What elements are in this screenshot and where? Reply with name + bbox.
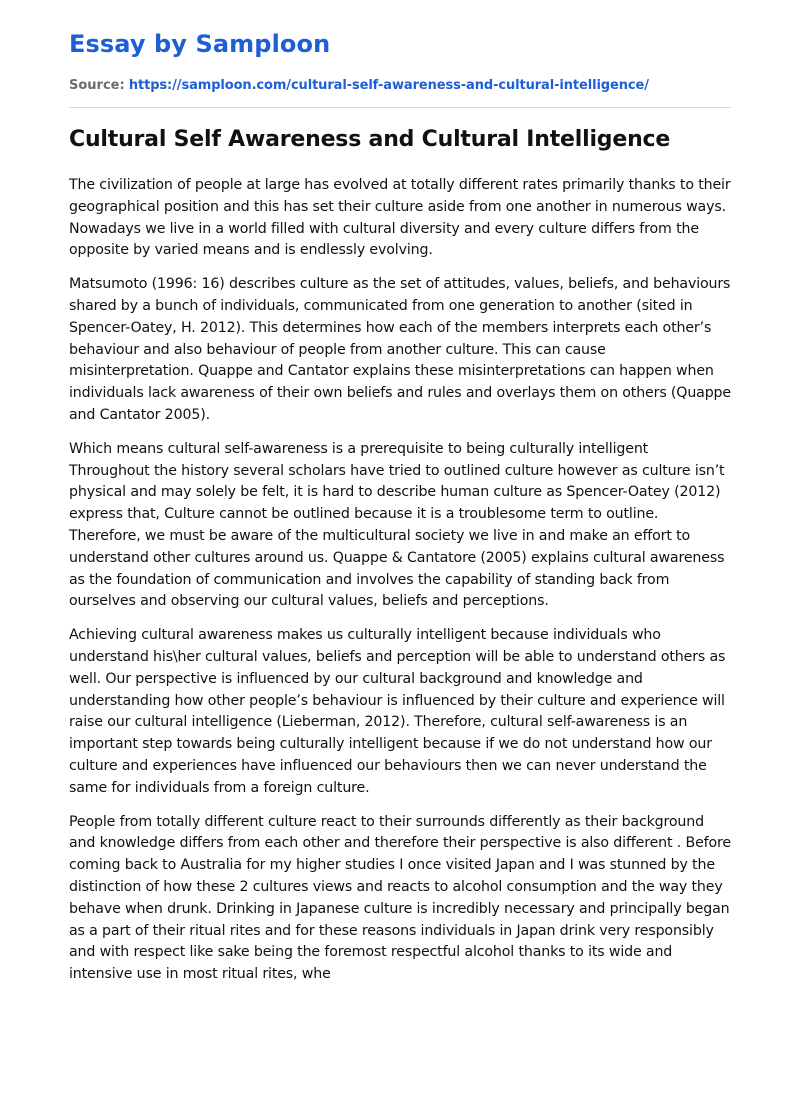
essay-paragraph: Which means cultural self-awareness is a prerequisite to being culturally intelligent Throughout the history several scholars have tried to outlined culture however as culture isn’t physical and may solely be felt, it is hard to describe human culture as Spencer-Oatey (2012) express that, Culture cannot be outlined because it is a troublesome term to outline. Therefore, we must be aware of the multicultural society we live in and make an effort to understand other cultures around us. Quappe & Cantatore (2005) explains cultural awareness as the foundation of communication and involves the capability of standing back from ourselves and observing our cultural values, beliefs and perceptions. — [69, 440, 725, 610]
essay-paragraph: People from totally different culture react to their surrounds differently as their background and knowledge differs from each other and therefore their perspective is also different . Before coming back to Australia for my higher studies I once visited Japan and I was stunned by the distinction of how these 2 cultures views and reacts to alcohol consumption and the way they behave when drunk. Drinking in Japanese culture is incredibly necessary and principally began as a part of their ritual rites and for these reasons individuals in Japan drink very responsibly and with respect like sake being the foremost respectful alcohol thanks to its wide and intensive use in most ritual rites, whe — [69, 813, 731, 983]
essay-paragraph: The civilization of people at large has evolved at totally different rates primarily thanks to their geographical position and this has set their culture aside from one another in numerous ways. Nowadays we live in a world filled with cultural diversity and every culture differs from the opposite by varied means and is endlessly evolving. — [69, 177, 731, 259]
site-brand-title: Essay by Samploon — [69, 30, 331, 58]
source-line — [69, 77, 731, 95]
source-link[interactable]: https://samploon.com/cultural-self-awareness-and-cultural-intelligence/ — [128, 78, 649, 93]
essay-title: Cultural Self Awareness and Cultural Intelligence — [69, 127, 671, 152]
header-divider — [69, 107, 731, 108]
essay-paragraph: Matsumoto (1996: 16) describes culture as the set of attitudes, values, beliefs, and behaviours shared by a bunch of individuals, communicated from one generation to another (sited in Spencer-Oatey, H. 2012). This determines how each of the members interprets each other’s behaviour and also behaviour of people from another culture. This can cause misinterpretation. Quappe and Cantator explains these misinterpretations can happen when individuals lack awareness of their own beliefs and rules and overlays them on others (Quappe and Cantator 2005). — [69, 276, 731, 423]
essay-body — [69, 175, 731, 986]
essay-paragraph: Achieving cultural awareness makes us culturally intelligent because individuals who understand his\her cultural values, beliefs and perception will be able to understand others as well. Our perspective is influenced by our cultural background and knowledge and understanding how other people’s behaviour is influenced by their culture and experience will raise our cultural intelligence (Lieberman, 2012). Therefore, cultural self-awareness is an important step towards being culturally intelligent because if we do not understand how our culture and experiences have influenced our behaviours then we can never understand the same for individuals from a foreign culture. — [69, 627, 726, 796]
source-label: Source: — [69, 78, 125, 93]
